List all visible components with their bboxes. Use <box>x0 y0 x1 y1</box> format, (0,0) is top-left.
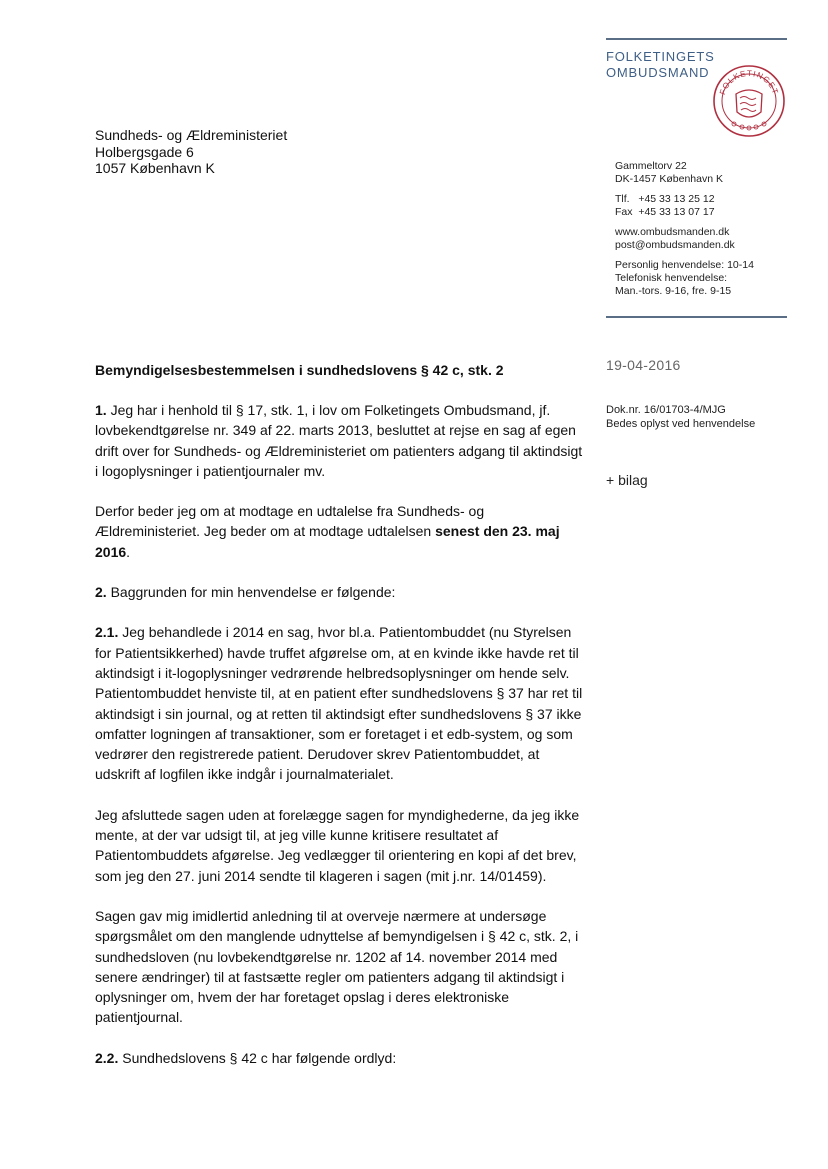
paragraph-7: 2.2. Sundhedslovens § 42 c har følgende ordlyd: <box>95 1049 397 1066</box>
header-divider-bottom <box>606 316 787 318</box>
contact-hours-phone: Man.-tors. 9-16, fre. 9-15 <box>615 285 732 297</box>
recipient-address <box>95 127 287 177</box>
org-name-line2: OMBUDSMAND <box>606 65 710 80</box>
paragraph-1: 1. Jeg har i henhold til § 17, stk. 1, i lov om Folketingets Ombudsmand, jf. lovbekendtgørelse nr. 349 af 22. marts 2013, besluttet at rejse en sag af egen drift over for Sundheds- og Ældreministeriet om patienters adgang til aktindsigt i logoplysninger i patientjournaler mv. <box>95 402 583 479</box>
letter-date: 19-04-2016 <box>606 357 681 373</box>
recipient-name: Sundheds- og Ældreministeriet <box>95 127 288 143</box>
paragraph-2: Derfor beder jeg om at modtage en udtalelse fra Sundheds- og Ældreministeriet. Jeg beder om at modtage udtalelsen senest den 23. maj 2016. <box>95 503 560 560</box>
contact-hours-phone-label: Telefonisk henvendelse: <box>615 272 728 284</box>
paragraph-5: Jeg afsluttede sagen uden at forelægge sagen for myndighederne, da jeg ikke mente, at der var udsigt til, at jeg ville kunne kritisere resultatet af Patientombuddets afgørelse. Jeg vedlægger til orientering en kopi af det brev, som jeg den 27. juni 2014 sendte til klageren i sagen (mit j.nr. 14/01459). <box>95 806 580 884</box>
section-number: 2.1. <box>95 624 119 641</box>
recipient-city: 1057 København K <box>95 160 215 176</box>
header-divider-top <box>606 38 787 40</box>
letter-subject: Bemyndigelsesbestemmelsen i sundhedslovens § 42 c, stk. 2 <box>95 362 504 378</box>
ombudsman-seal-logo <box>712 64 786 138</box>
contact-fax: Fax +45 33 13 07 17 <box>615 206 715 218</box>
attachment-note: + bilag <box>606 472 648 488</box>
recipient-street: Holbergsgade 6 <box>95 143 194 160</box>
svg-text:FOLKETINGET: FOLKETINGET <box>717 68 781 96</box>
letter-body <box>95 400 585 1088</box>
paragraph-4: 2.1. Jeg behandlede i 2014 en sag, hvor bl.a. Patientombuddet (nu Styrelsen for Patientsikkerhed) havde truffet afgørelse om, at en kvinde ikke havde ret til aktindsigt i it-logoplysninger vedrørende helbredsoplysninger om hende selv. Patientombuddet henviste til, at en patient efter sundhedslovens § 37 har ret til aktindsigt i sin journal, og at retten til aktindsigt efter sundhedslovens § 37 ikke omfatter logningen af transaktioner, som er foretaget i et edb-system, og som vedrører den registrerede patient. Derudover skrev Patientombuddet, at udskrift af logfilen ikke indgår i journalmaterialet. <box>95 624 583 783</box>
contact-website[interactable]: www.ombudsmanden.dk <box>615 226 730 238</box>
section-number: 2. <box>95 584 107 601</box>
reference-note: Bedes oplyst ved henvendelse <box>606 418 756 430</box>
document-number: Dok.nr. 16/01703-4/MJG <box>606 404 726 416</box>
paragraph-3: 2. Baggrunden for min henvendelse er følgende: <box>95 584 396 601</box>
contact-email[interactable]: post@ombudsmanden.dk <box>615 239 735 251</box>
reference-block <box>606 403 755 431</box>
contact-postal: DK-1457 København K <box>615 173 723 185</box>
paragraph-6: Sagen gav mig imidlertid anledning til at overveje nærmere at undersøge spørgsmålet om den manglende udnyttelse af bemyndigelsen i § 42 c, stk. 2, i sundhedsloven (nu lovbekendtgørelse nr. 1202 af 14. november 2014 med senere ændringer) til at fastsætte regler om patienters adgang til aktindsigt i oplysninger om, hvem der har foretaget opslag i deres elektroniske patientjournal. <box>95 907 579 1026</box>
contact-street: Gammeltorv 22 <box>615 160 687 172</box>
contact-hours-personal: Personlig henvendelse: 10-14 <box>615 259 754 271</box>
org-name-line1: FOLKETINGETS <box>606 49 715 64</box>
section-number: 2.2. <box>95 1049 119 1066</box>
deadline: senest den 23. maj 2016 <box>95 523 560 560</box>
contact-block <box>615 160 795 305</box>
section-number: 1. <box>95 402 107 418</box>
contact-phone: Tlf. +45 33 13 25 12 <box>615 193 715 205</box>
